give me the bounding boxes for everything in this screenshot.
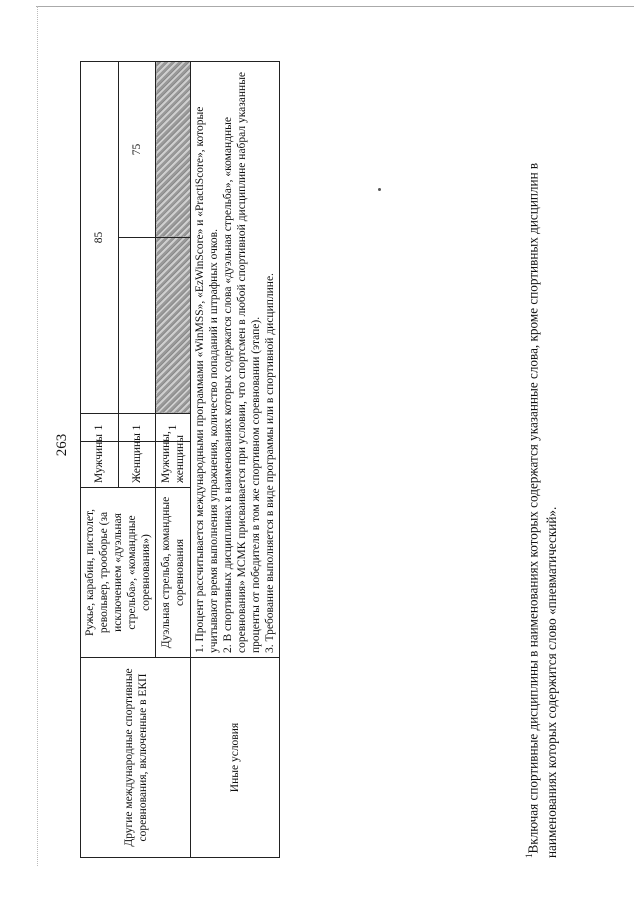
footnote-text: Включая спортивные дисциплины в наименованиях которых содержатся указанные слова, кроме спортивных дисциплин в наименованиях которых содержится слово «пневматический». [525, 162, 560, 858]
table-row [191, 62, 280, 858]
page-margin-line [37, 6, 38, 866]
discipline-cell: Ружье, карабин, пистолет, револьвер, трооборье (за исключением «дуэльная стрельба», «командные соревнования») [81, 488, 156, 658]
note-item: 2. В спортивных дисциплинах в наименованиях которых содержатся слова «дуэльная стрельба», «командные соревнования» МСМК присваивается при условии, что спортсмен в любой спортивной дисциплине набрал указанные проценты от победителя в том же спортивном соревновании (этапе). [222, 71, 262, 653]
note-item: 3. Требование выполняется в виде программы или в спортивной дисциплине. [264, 273, 276, 653]
place-cell: 1 [118, 414, 156, 442]
table-row [81, 62, 119, 858]
shaded-cell [156, 62, 191, 238]
rotated-page [50, 40, 610, 880]
percent-blank-cell [118, 238, 156, 414]
competition-group-cell: Другие международные спортивные соревнования, включенные в ЕКП [81, 658, 191, 858]
percent-cell: 75 [118, 62, 156, 238]
page-edge-line [36, 6, 634, 7]
discipline-cell: Дуэльная стрельба, командные соревнования [156, 488, 191, 658]
page-number: 263 [54, 433, 70, 457]
sex-cell: Женщины [118, 442, 156, 488]
sex-cell: Мужчины [81, 442, 119, 488]
place-cell: 1 [81, 414, 119, 442]
footnote-marker: 1 [524, 853, 534, 858]
footnote [520, 78, 561, 858]
notes-cell [191, 62, 280, 658]
other-conditions-label: Иные условия [191, 658, 280, 858]
sex-cell: Мужчины, женщины [156, 442, 191, 488]
place-cell: 1 [156, 414, 191, 442]
qualification-table [80, 61, 280, 858]
shaded-cell [156, 238, 191, 414]
percent-cell: 85 [81, 62, 119, 414]
note-item: 1. Процент рассчитывается международными программами «WinMSS», «EzWinScore» и «PractiScore», которые учитывают время выполнения упражнения, количество попаданий и штрафных очков. [194, 106, 220, 653]
